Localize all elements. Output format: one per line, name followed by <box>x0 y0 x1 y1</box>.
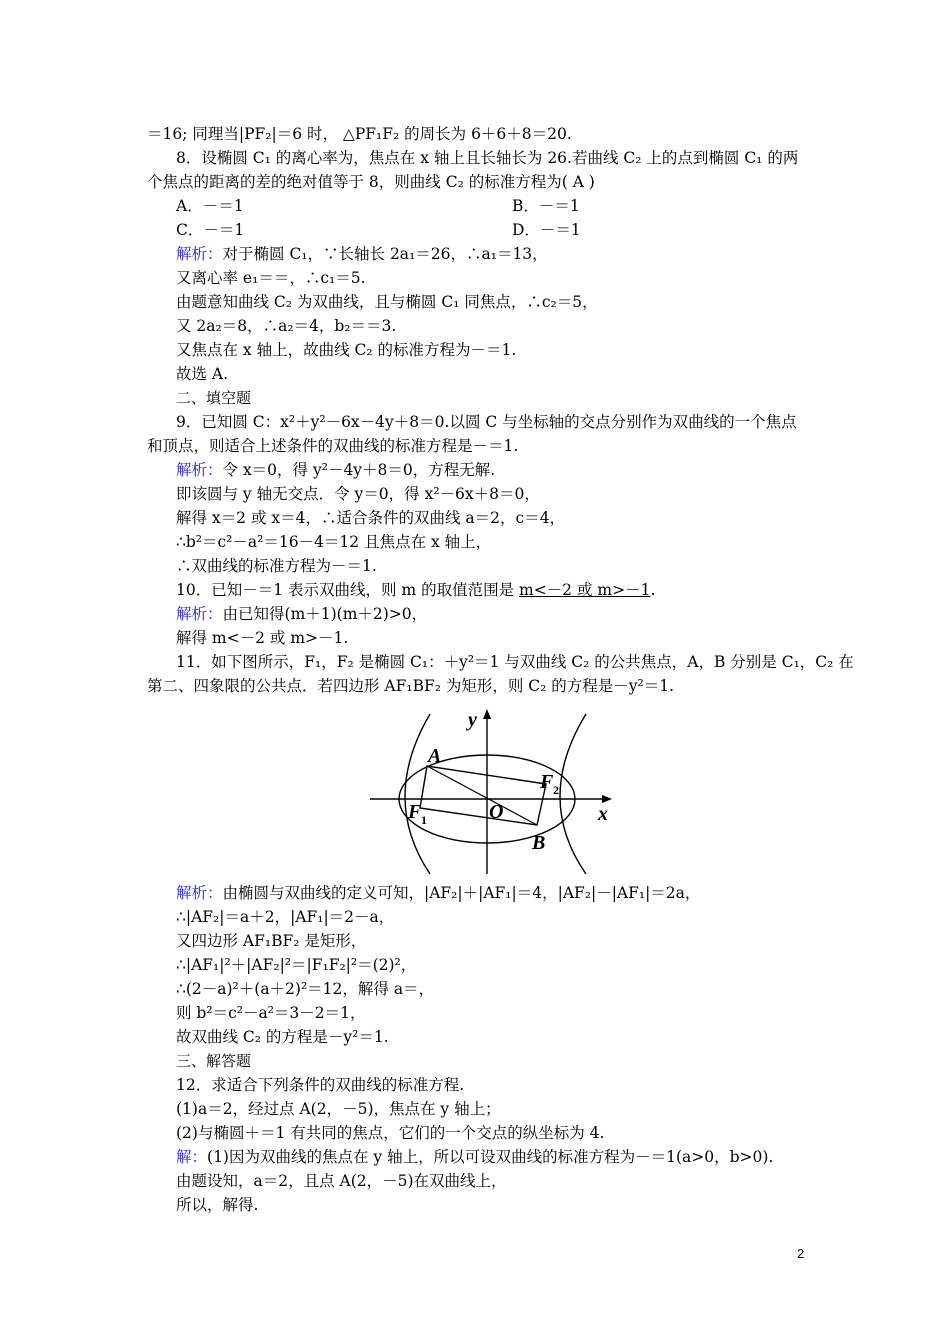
solution-text: 对于椭圆 C₁，∵长轴长 2a₁＝26，∴a₁＝13， <box>222 245 548 263</box>
option-a: A．－＝1 <box>176 197 244 215</box>
label-o: O <box>489 801 504 823</box>
option-d: D．－＝1 <box>512 221 581 239</box>
text-line: 由题设知，a＝2，且点 A(2，－5)在双曲线上， <box>176 1172 507 1190</box>
text-line: ∴双曲线的标准方程为－＝1. <box>176 557 377 575</box>
text-line: 解得 x＝2 或 x＝4，∴适合条件的双曲线 a＝2，c＝4， <box>176 509 566 527</box>
label-f2: F <box>540 771 554 793</box>
option-c: C．－＝1 <box>176 221 245 239</box>
text-line: (1)a＝2，经过点 A(2，－5)，焦点在 y 轴上； <box>176 1100 501 1118</box>
ellipse-hyperbola-figure <box>368 704 618 876</box>
solution-label: 解析： <box>176 245 223 263</box>
text-line: ∴|AF₁|²＋|AF₂|²＝|F₁F₂|²＝(2)²， <box>176 956 417 974</box>
question-text: . <box>650 581 656 599</box>
question-9-line: 9．已知圆 C：x²＋y²－6x－4y＋8＝0.以圆 C 与坐标轴的交点分别作为双曲线的一个焦点 <box>176 413 797 431</box>
text-line: 所以，解得. <box>176 1196 259 1214</box>
text-line: 则 b²＝c²－a²＝3－2＝1， <box>176 1004 366 1022</box>
solution-text: 由已知得(m＋1)(m＋2)>0， <box>222 605 428 623</box>
solution-label: 解析： <box>176 461 223 479</box>
options-row <box>0 196 950 216</box>
text-line: 即该圆与 y 轴无交点．令 y＝0，得 x²－6x＋8＝0， <box>176 485 540 503</box>
label-b: B <box>532 832 546 854</box>
y-axis-arrow <box>483 709 491 719</box>
label-f1: F <box>408 801 422 823</box>
question-12-line: 12．求适合下列条件的双曲线的标准方程. <box>176 1076 465 1094</box>
solution-line <box>0 604 950 624</box>
question-8-line: 8．设椭圆 C₁ 的离心率为，焦点在 x 轴上且长轴长为 26.若曲线 C₂ 上的点到椭圆 C₁ 的两 <box>176 149 799 167</box>
text-line: 又焦点在 x 轴上，故曲线 C₂ 的标准方程为－＝1. <box>176 341 517 359</box>
text-line: 又离心率 e₁＝＝，∴c₁＝5. <box>176 269 366 287</box>
text-line: 故双曲线 C₂ 的方程是－y²＝1. <box>176 1028 389 1046</box>
x-axis-arrow <box>602 795 612 803</box>
solution-text: (1)因为双曲线的焦点在 y 轴上，所以可设双曲线的标准方程为－＝1(a>0，b>0). <box>207 1148 774 1166</box>
solution-label: 解析： <box>176 884 223 902</box>
solution-line <box>0 244 950 264</box>
solution-text: 由椭圆与双曲线的定义可知，|AF₂|＋|AF₁|＝4，|AF₂|－|AF₁|＝2a， <box>222 884 701 902</box>
label-f1-subscript: 1 <box>421 813 427 827</box>
question-10-line <box>0 580 950 600</box>
hyperbola-left-branch <box>405 714 430 874</box>
text-line: ∴(2－a)²＋(a＋2)²＝12，解得 a＝， <box>176 980 435 998</box>
section-heading: 二、填空题 <box>176 389 252 407</box>
text-line: ∴b²＝c²－a²＝16－4＝12 且焦点在 x 轴上， <box>176 533 492 551</box>
text-line: 又四边形 AF₁BF₂ 是矩形， <box>176 932 367 950</box>
page-number: 2 <box>797 1246 805 1261</box>
solution-line <box>0 883 950 903</box>
text-line: ＝16; 同理当|PF₂|＝6 时， △PF₁F₂ 的周长为 6＋6＋8＝20. <box>147 125 572 143</box>
text-line: 个焦点的距离的差的绝对值等于 8，则曲线 C₂ 的标准方程为( A ) <box>147 173 595 191</box>
solution-text: 令 x＝0，得 y²－4y＋8＝0，方程无解. <box>222 461 496 479</box>
solution-line <box>0 460 950 480</box>
answer-underlined: m<－2 或 m>－1 <box>519 581 651 599</box>
text-line: 故选 A. <box>176 365 229 383</box>
question-text: 10．已知－＝1 表示双曲线，则 m 的取值范围是 <box>176 581 519 599</box>
label-y: y <box>468 709 477 731</box>
text-line: 又 2a₂＝8，∴a₂＝4，b₂＝＝3. <box>176 317 397 335</box>
label-x: x <box>598 803 608 825</box>
text-line: ∴|AF₂|＝a＋2，|AF₁|＝2－a， <box>176 908 395 926</box>
hyperbola-right-branch <box>560 714 586 874</box>
options-row <box>0 220 950 240</box>
solution-line <box>0 1147 950 1167</box>
solution-label: 解： <box>176 1148 208 1166</box>
text-line: 第二、四象限的公共点．若四边形 AF₁BF₂ 为矩形，则 C₂ 的方程是－y²＝1. <box>147 677 675 695</box>
label-f2-subscript: 2 <box>553 783 559 797</box>
text-line: 由题意知曲线 C₂ 为双曲线，且与椭圆 C₁ 同焦点，∴c₂＝5， <box>176 293 598 311</box>
option-b: B．－＝1 <box>512 197 580 215</box>
text-line: (2)与椭圆＋＝1 有共同的焦点，它们的一个交点的纵坐标为 4. <box>176 1124 605 1142</box>
text-line: 和顶点，则适合上述条件的双曲线的标准方程是－＝1. <box>147 437 519 455</box>
section-heading: 三、解答题 <box>176 1052 252 1070</box>
question-11-line: 11．如下图所示，F₁，F₂ 是椭圆 C₁：＋y²＝1 与双曲线 C₂ 的公共焦点，A，B 分别是 C₁，C₂ 在 <box>176 653 854 671</box>
text-line: 解得 m<－2 或 m>－1. <box>176 629 349 647</box>
solution-label: 解析： <box>176 605 223 623</box>
label-a: A <box>428 745 442 767</box>
